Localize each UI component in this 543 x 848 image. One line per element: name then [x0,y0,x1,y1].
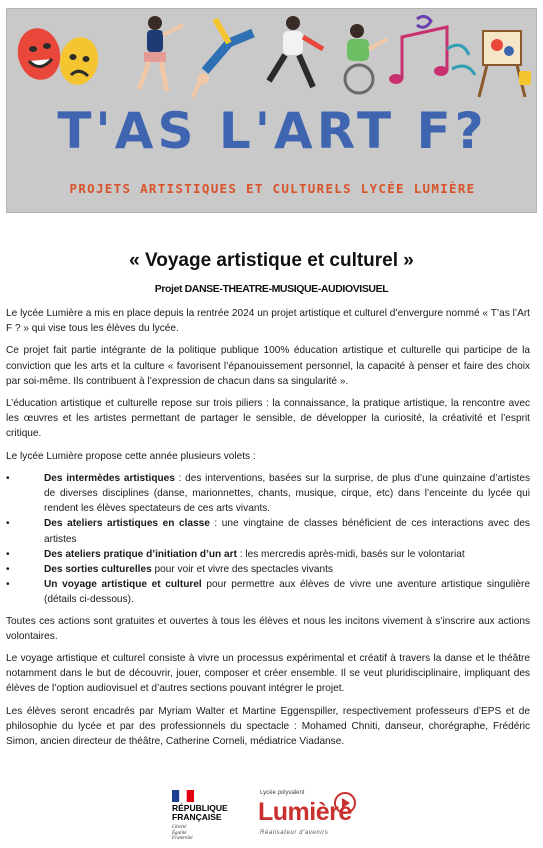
document-body [6,306,530,756]
list-item-text: : les mercredis après-midi, basés sur le volontariat [236,548,465,560]
paragraph: Les élèves seront encadrés par Myriam Walter et Martine Eggenspiller, respectivement professeurs d’EPS et de philosophie du lycée et par des professionnels du spectacle : Mohamed Chniti, danseur, chorégraphe, Frédéric Simon, ancien directeur de théâtre, Catherine Corneli, médiatrice Viadanse. [6,705,530,748]
list-item-bold: Des ateliers pratique d’initiation d’un art [44,548,237,560]
list-item-text: : des interventions, basées sur la surprise, de plus d’une quinzaine d’artistes de diverses disciplines (danse, marionnettes, chants, musique, cirque, etc) dans l’enceinte du lycée qui rendent les élèves spectateurs de ces arts vivants. [44,472,530,515]
motto-line: Fraternité [172,836,193,841]
paragraph: Ce projet fait partie intégrante de la politique publique 100% éducation artistique et culturelle qui participe de la conviction que les arts et la culture « favorisent l’épanouissement personnel, la capacité à penser et faire des choix par soi-même. Ils contribuent à l’expression de chacun dans sa singularité ». [6,345,530,387]
banner-illustration [7,9,537,104]
motto-line: Égalité [172,830,187,836]
lycee-lumiere-logo [256,790,364,842]
bullet-icon: • [6,472,10,484]
paragraph: Le lycée Lumière a mis en place depuis la rentrée 2024 un projet artistique et culturel d’envergure nommé « T’as l’Art F ? » qui vise tous les élèves du lycée. [6,308,530,335]
list-item [6,516,530,546]
banner-title: T'AS L'ART F? [57,102,488,160]
list-item-bold: Des intermèdes artistiques [44,472,175,484]
list-item-text: pour voir et vivre des spectacles vivants [151,564,333,576]
list-item-bold: Des sorties culturelles [44,564,152,576]
list-item-bold: Des ateliers artistiques en classe [44,518,210,530]
theater-masks-icon [13,24,102,88]
bullet-icon: • [6,548,10,560]
paragraph: Le voyage artistique et culturel consiste à vivre un processus expérimental et créatif à travers la danse et le théâtre notamment dans le but de découvrir, jouer, composer et créer ensemble. Il se veut pluridisciplinaire, impliquant des élèves de l’option audiovisuel et d’autres sections pouvant intégrer le projet. [6,653,530,695]
marianne-flag-icon [172,790,194,802]
paragraph: Le lycée Lumière propose cette année plusieurs volets : [6,450,256,462]
motto-line: Liberté [172,825,187,830]
bullet-icon: • [6,518,10,530]
bullet-icon: • [6,579,10,591]
paragraph: L’éducation artistique et culturelle repose sur trois piliers : la connaissance, la pratique artistique, la rencontre avec les œuvres et les artistes permettant de partager le sensible, de développer la curiosité, la créativité et l’esprit critique. [6,398,530,440]
list-item-text: pour permettre aux élèves de vivre une aventure artistique singulière (détails ci-dessous). [44,579,531,606]
page-title: « Voyage artistique et culturel » [129,250,414,271]
lumiere-tagline-top: Lycée polyvalent [260,790,305,796]
dancer-icon [193,19,253,97]
music-notes-icon [389,16,475,84]
page-subtitle: Projet DANSE-THEATRE-MUSIQUE-AUDIOVISUEL [154,283,389,295]
lumiere-wordmark: Lumière [258,798,352,826]
list-item [6,471,530,517]
list-item-text: : une vingtaine de classes bénéficient de ces interactions avec des artistes [44,518,530,545]
list-item [6,577,530,607]
banner-subtitle: PROJETS ARTISTIQUES ET CULTURELS LYCÉE LUMIÈRE [69,181,476,196]
dancer-icon [269,16,323,87]
bullet-icon: • [6,564,10,576]
republique-francaise-logo [172,788,242,841]
republique-line: RÉPUBLIQUE [172,803,228,813]
wheelchair-dancer-icon [345,24,387,93]
painting-easel-icon [479,31,531,97]
francaise-line: FRANÇAISE [172,812,222,822]
list-item [6,547,530,562]
list-item-bold: Un voyage artistique et culturel [44,579,202,591]
list-item [6,562,530,577]
project-banner [6,8,537,213]
lumiere-tagline-bottom: Réalisateur d'avenirs [260,830,329,836]
paragraph: Toutes ces actions sont gratuites et ouvertes à tous les élèves et nous les incitons vivement à s’inscrire aux actions volontaires. [6,615,530,642]
dancer-icon [139,16,183,91]
bullet-list [6,471,530,608]
